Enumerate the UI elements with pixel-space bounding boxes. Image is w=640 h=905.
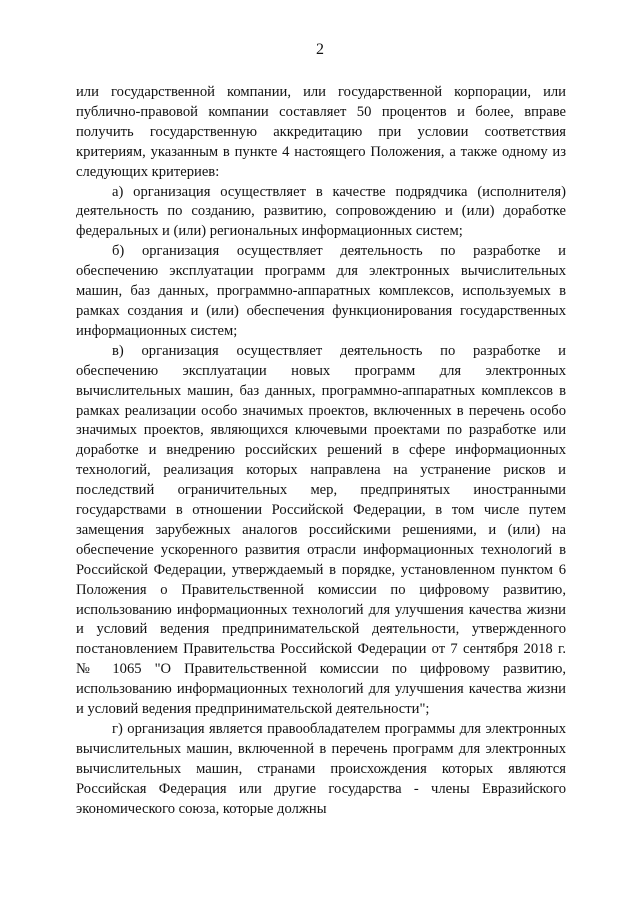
paragraph-criterion-v: в) организация осуществляет деятельность по разработке и обеспечению эксплуатации новых программ для электронных вычислительных машин, баз данных, программно-аппаратных комплексов в рамках реализации особо значимых проектов, включенных в перечень особо значимых проектов, являющихся ключевыми проектами по разработке или доработке и внедрению российских решений в сфере информационных технологий, реализация которых направлена на устранение рисков и последствий ограничительных мер, предпринятых иностранными государствами в отношении Российской Федерации, в том числе путем замещения зарубежных аналогов российскими решениями, и (или) на обеспечение ускоренного развития отрасли информационных технологий в Российской Федерации, утверждаемый в порядке, установленном пунктом 6 Положения о Правительственной комиссии по цифровому развитию, использованию информационных технологий для улучшения качества жизни и условий ведения предпринимательской деятельности, утвержденного постановлением Правительства Российской Федерации от 7 сентября 2018 г. № 1065 "О Правительственной комиссии по цифровому развитию, использованию информационных технологий для улучшения качества жизни и условий ведения предпринимательской деятельности";: [76, 342, 566, 718]
paragraph-intro-continuation: или государственной компании, или государственной корпорации, или публично-правовой компании составляет 50 процентов и более, вправе получить государственную аккредитацию при условии соответствия критериям, указанным в пункте 4 настоящего Положения, а также одному из следующих критериев:: [76, 84, 566, 180]
page-number: 2: [316, 41, 324, 58]
paragraph-criterion-g: г) организация является правообладателем программы для электронных вычислительных машин, включенной в перечень программ для электронных вычислительных машин, странами происхождения которых являются Российская Федерация или другие государства - члены Евразийского экономического союза, которые должны: [76, 721, 566, 817]
paragraph-criterion-a: а) организация осуществляет в качестве подрядчика (исполнителя) деятельность по созданию, развитию, сопровождению и (или) доработке федеральных и (или) региональных информационных систем;: [76, 183, 566, 240]
document-body: [76, 83, 566, 820]
paragraph-criterion-b: б) организация осуществляет деятельность по разработке и обеспечению эксплуатации программ для электронных вычислительных машин, баз данных, программно-аппаратных комплексов, используемых в рамках создания и (или) обеспечения функционирования государственных информационных систем;: [76, 243, 566, 339]
